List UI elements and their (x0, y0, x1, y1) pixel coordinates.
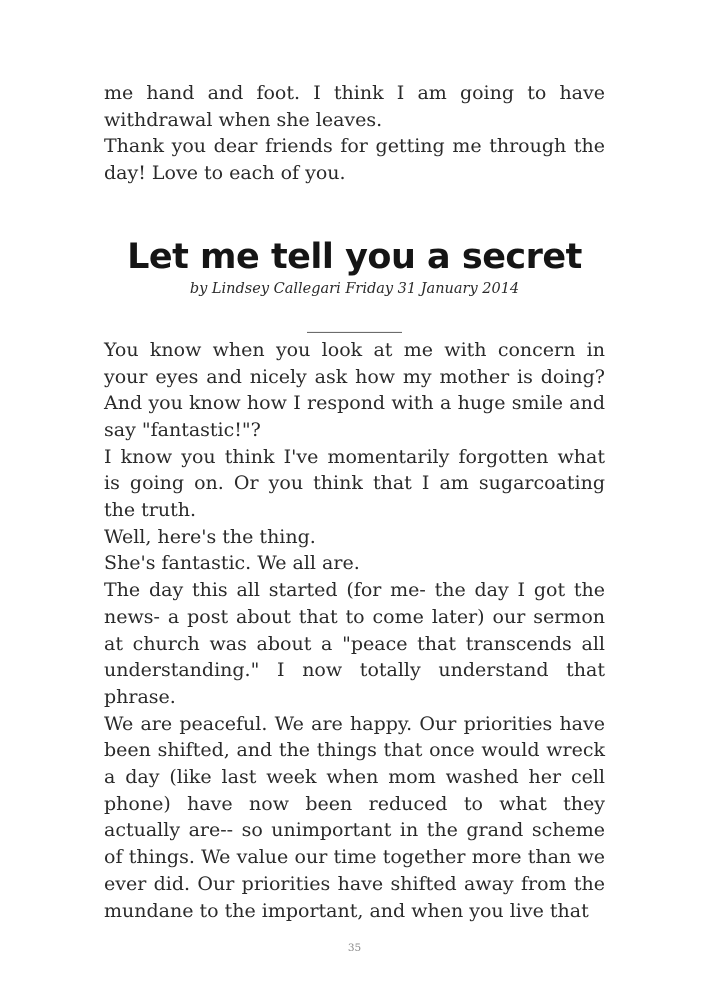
intro-paragraph-2: Thank you dear friends for getting me through the day! Love to each of you. (104, 135, 605, 185)
page-number: 35 (347, 942, 362, 954)
body-paragraph-4: She's fantastic. We all are. (104, 552, 360, 575)
page-content (104, 80, 605, 924)
body-paragraph-1: You know when you look at me with concern in your eyes and nicely ask how my mother is doing? And you know how I respond with a huge smile and say "fantastic!"? (104, 338, 605, 441)
post-byline: by Lindsey Callegari Friday 31 January 2014 (189, 280, 520, 297)
separator-line: __________ (307, 310, 402, 333)
body-paragraph-5: The day this all started (for me- the day I got the news- a post about that to come later) our sermon at church was about a "peace that transcends all understanding." I now totally understand that phrase. (104, 579, 605, 708)
post-title: Let me tell you a secret (127, 236, 582, 277)
body-paragraph-6: We are peaceful. We are happy. Our priorities have been shifted, and the things that once would wreck a day (like last week when mom washed her cell phone) have now been reduced to what they actually are-- so unimportant in the grand scheme of things. We value our time together more than we ever did. Our priorities have shifted away from the mundane to the important, and when you live that (104, 712, 605, 922)
body-paragraph-3: Well, here's the thing. (104, 525, 316, 548)
body-paragraph-2: I know you think I've momentarily forgotten what is going on. Or you think that I am sugarcoating the truth. (104, 445, 605, 522)
intro-paragraph-1: me hand and foot. I think I am going to have withdrawal when she leaves. (104, 82, 605, 131)
